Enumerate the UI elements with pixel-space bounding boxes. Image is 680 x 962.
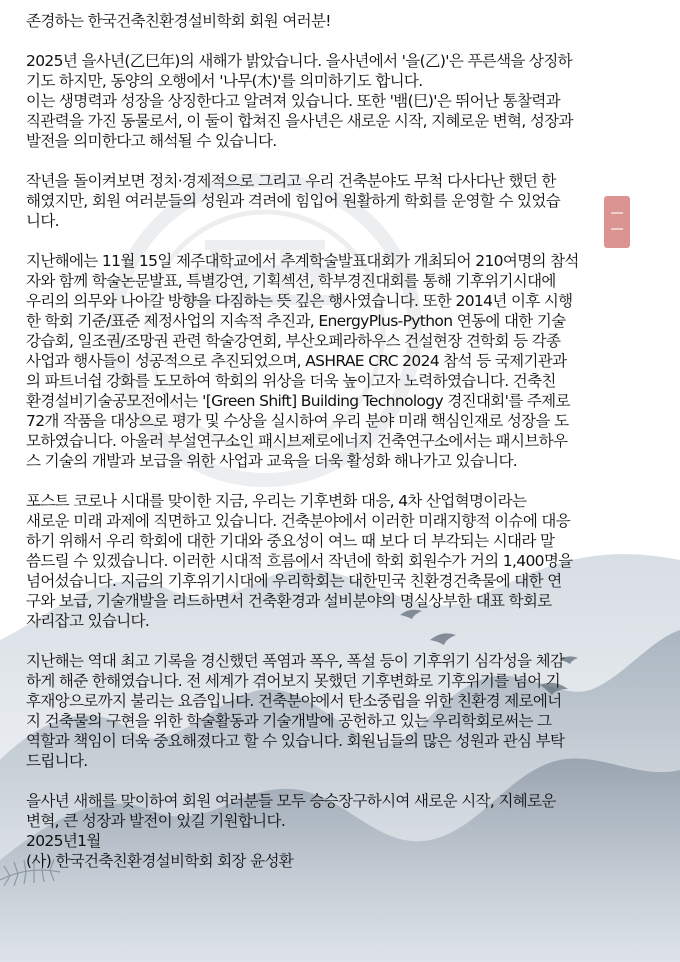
paragraph-line: 환경설비기술공모전에서는 '[Green Shift] Building Technology 경진대회'를 주제로 [26,392,570,410]
paragraph-line: 의 파트너쉽 강화를 도모하여 학회의 위상을 더욱 높이고자 노력하였습니다. 건축친 [26,372,556,390]
paragraph-line: 하게 해준 한해였습니다. 전 세계가 겪어보지 못했던 기후변화로 기후위기를 넘어 기 [26,672,561,690]
spacer [26,631,680,651]
paragraph-line: 포스트 코로나 시대를 맞이한 지금, 우리는 기후변화 대응, 4차 산업혁명이라는 [26,492,527,510]
paragraph-line: 후재앙으로까지 불리는 요즘입니다. 건축분야에서 탄소중립을 위한 친환경 제로에너 [26,692,562,710]
paragraph-line: 구와 보급, 기술개발을 리드하면서 건축환경과 설비분야의 명실상부한 대표 학회로 [26,592,552,610]
spacer [26,771,680,791]
paragraph-line: 2025년 을사년(乙巳年)의 새해가 밝았습니다. 을사년에서 '을(乙)'은 푸른색을 상징하 [26,52,572,70]
paragraph-line: 지 건축물의 구현을 위한 학술활동과 기술개발에 공헌하고 있는 우리학회로써는 그 [26,712,552,730]
spacer [26,151,680,171]
paragraph-line: 기도 하지만, 동양의 오행에서 '나무(木)'를 의미하기도 합니다. [26,72,423,90]
paragraph-line: 자리잡고 있습니다. [26,612,150,630]
letter-signature: (사) 한국건축친환경설비학회 회장 윤성환 [26,852,294,870]
paragraph-line: 사업과 행사들이 성공적으로 추진되었으며, ASHRAE CRC 2024 참석 등 국제기관과 [26,352,567,370]
paragraph-line: 발전을 의미한다고 해석될 수 있습니다. [26,132,277,150]
paragraph-line: 직관력을 가진 동물로서, 이 둘이 합쳐진 을사년은 새로운 시작, 지혜로운 변혁, 성장과 [26,112,573,130]
paragraph-line: 작년을 돌이켜보면 정치·경제적으로 그리고 우리 건축분야도 무척 다사다난 했던 한 [26,172,556,190]
paragraph-line: 해였지만, 회원 여러분들의 성원과 격려에 힘입어 원활하게 학회를 운영할 수 있었습 [26,192,561,210]
paragraph-line: 72개 작품을 대상으로 평가 및 수상을 실시하여 우리 분야 미래 핵심인재로 성장을 도 [26,412,569,430]
paragraph-line: 한 학회 기준/표준 제정사업의 지속적 추진과, EnergyPlus-Python 연동에 대한 기술 [26,312,566,330]
paragraph-line: 새로운 미래 과제에 직면하고 있습니다. 건축분야에서 이러한 미래지향적 이슈에 대응 [26,512,571,530]
letter-date: 2025년1월 [26,832,101,850]
spacer [26,231,680,251]
paragraph-line: 지난해에는 11월 15일 제주대학교에서 추계학술발표대회가 개최되어 210여명의 참석 [26,252,579,270]
spacer [26,471,680,491]
paragraph-line: 이는 생명력과 성장을 상징한다고 알려져 있습니다. 또한 '뱀(巳)'은 뛰어난 통찰력과 [26,92,560,110]
greeting-line: 존경하는 한국건축친환경설비학회 회원 여러분! [26,12,331,30]
paragraph-line: 지난해는 역대 최고 기록을 경신했던 폭염과 폭우, 폭설 등이 기후위기 심각성을 체감 [26,652,565,670]
spacer [26,31,680,51]
paragraph-line: 씀드릴 수 있겠습니다. 이러한 시대적 흐름에서 작년에 학회 회원수가 거의 1,400명을 [26,552,573,570]
paragraph-line: 자와 함께 학술논문발표, 특별강연, 기획섹션, 학부경진대회를 통해 기후위기시대에 [26,272,556,290]
paragraph-line: 강습회, 일조권/조망권 관련 학술강연회, 부산오페라하우스 건설현장 견학회 등 각종 [26,332,561,350]
paragraph-line: 을사년 새해를 맞이하여 회원 여러분들 모두 승승장구하시여 새로운 시작, 지혜로운 [26,792,556,810]
paragraph-line: 역할과 책임이 더욱 중요해졌다고 할 수 있습니다. 회원님들의 많은 성원과 관심 부탁 [26,732,565,750]
paragraph-line: 변혁, 큰 성장과 발전이 있길 기원합니다. [26,812,286,830]
paragraph-line: 넘어섰습니다. 지금의 기후위기시대에 우리학회는 대한민국 친환경건축물에 대한 연 [26,572,562,590]
paragraph-line: 하기 위해서 우리 학회에 대한 기대와 중요성이 여느 때 보다 더 부각되는 시대라 말 [26,532,555,550]
paragraph-line: 우리의 의무와 나아갈 방향을 다짐하는 뜻 깊은 행사였습니다. 또한 2014년 이후 시행 [26,292,573,310]
paragraph-line: 스 기술의 개발과 보급을 위한 사업과 교육을 더욱 활성화 해나가고 있습니다. [26,452,518,470]
paragraph-line: 모하였습니다. 아울러 부설연구소인 패시브제로에너지 건축연구소에서는 패시브하우 [26,432,568,450]
paragraph-line: 드립니다. [26,752,88,770]
paragraph-line: 니다. [26,212,59,230]
